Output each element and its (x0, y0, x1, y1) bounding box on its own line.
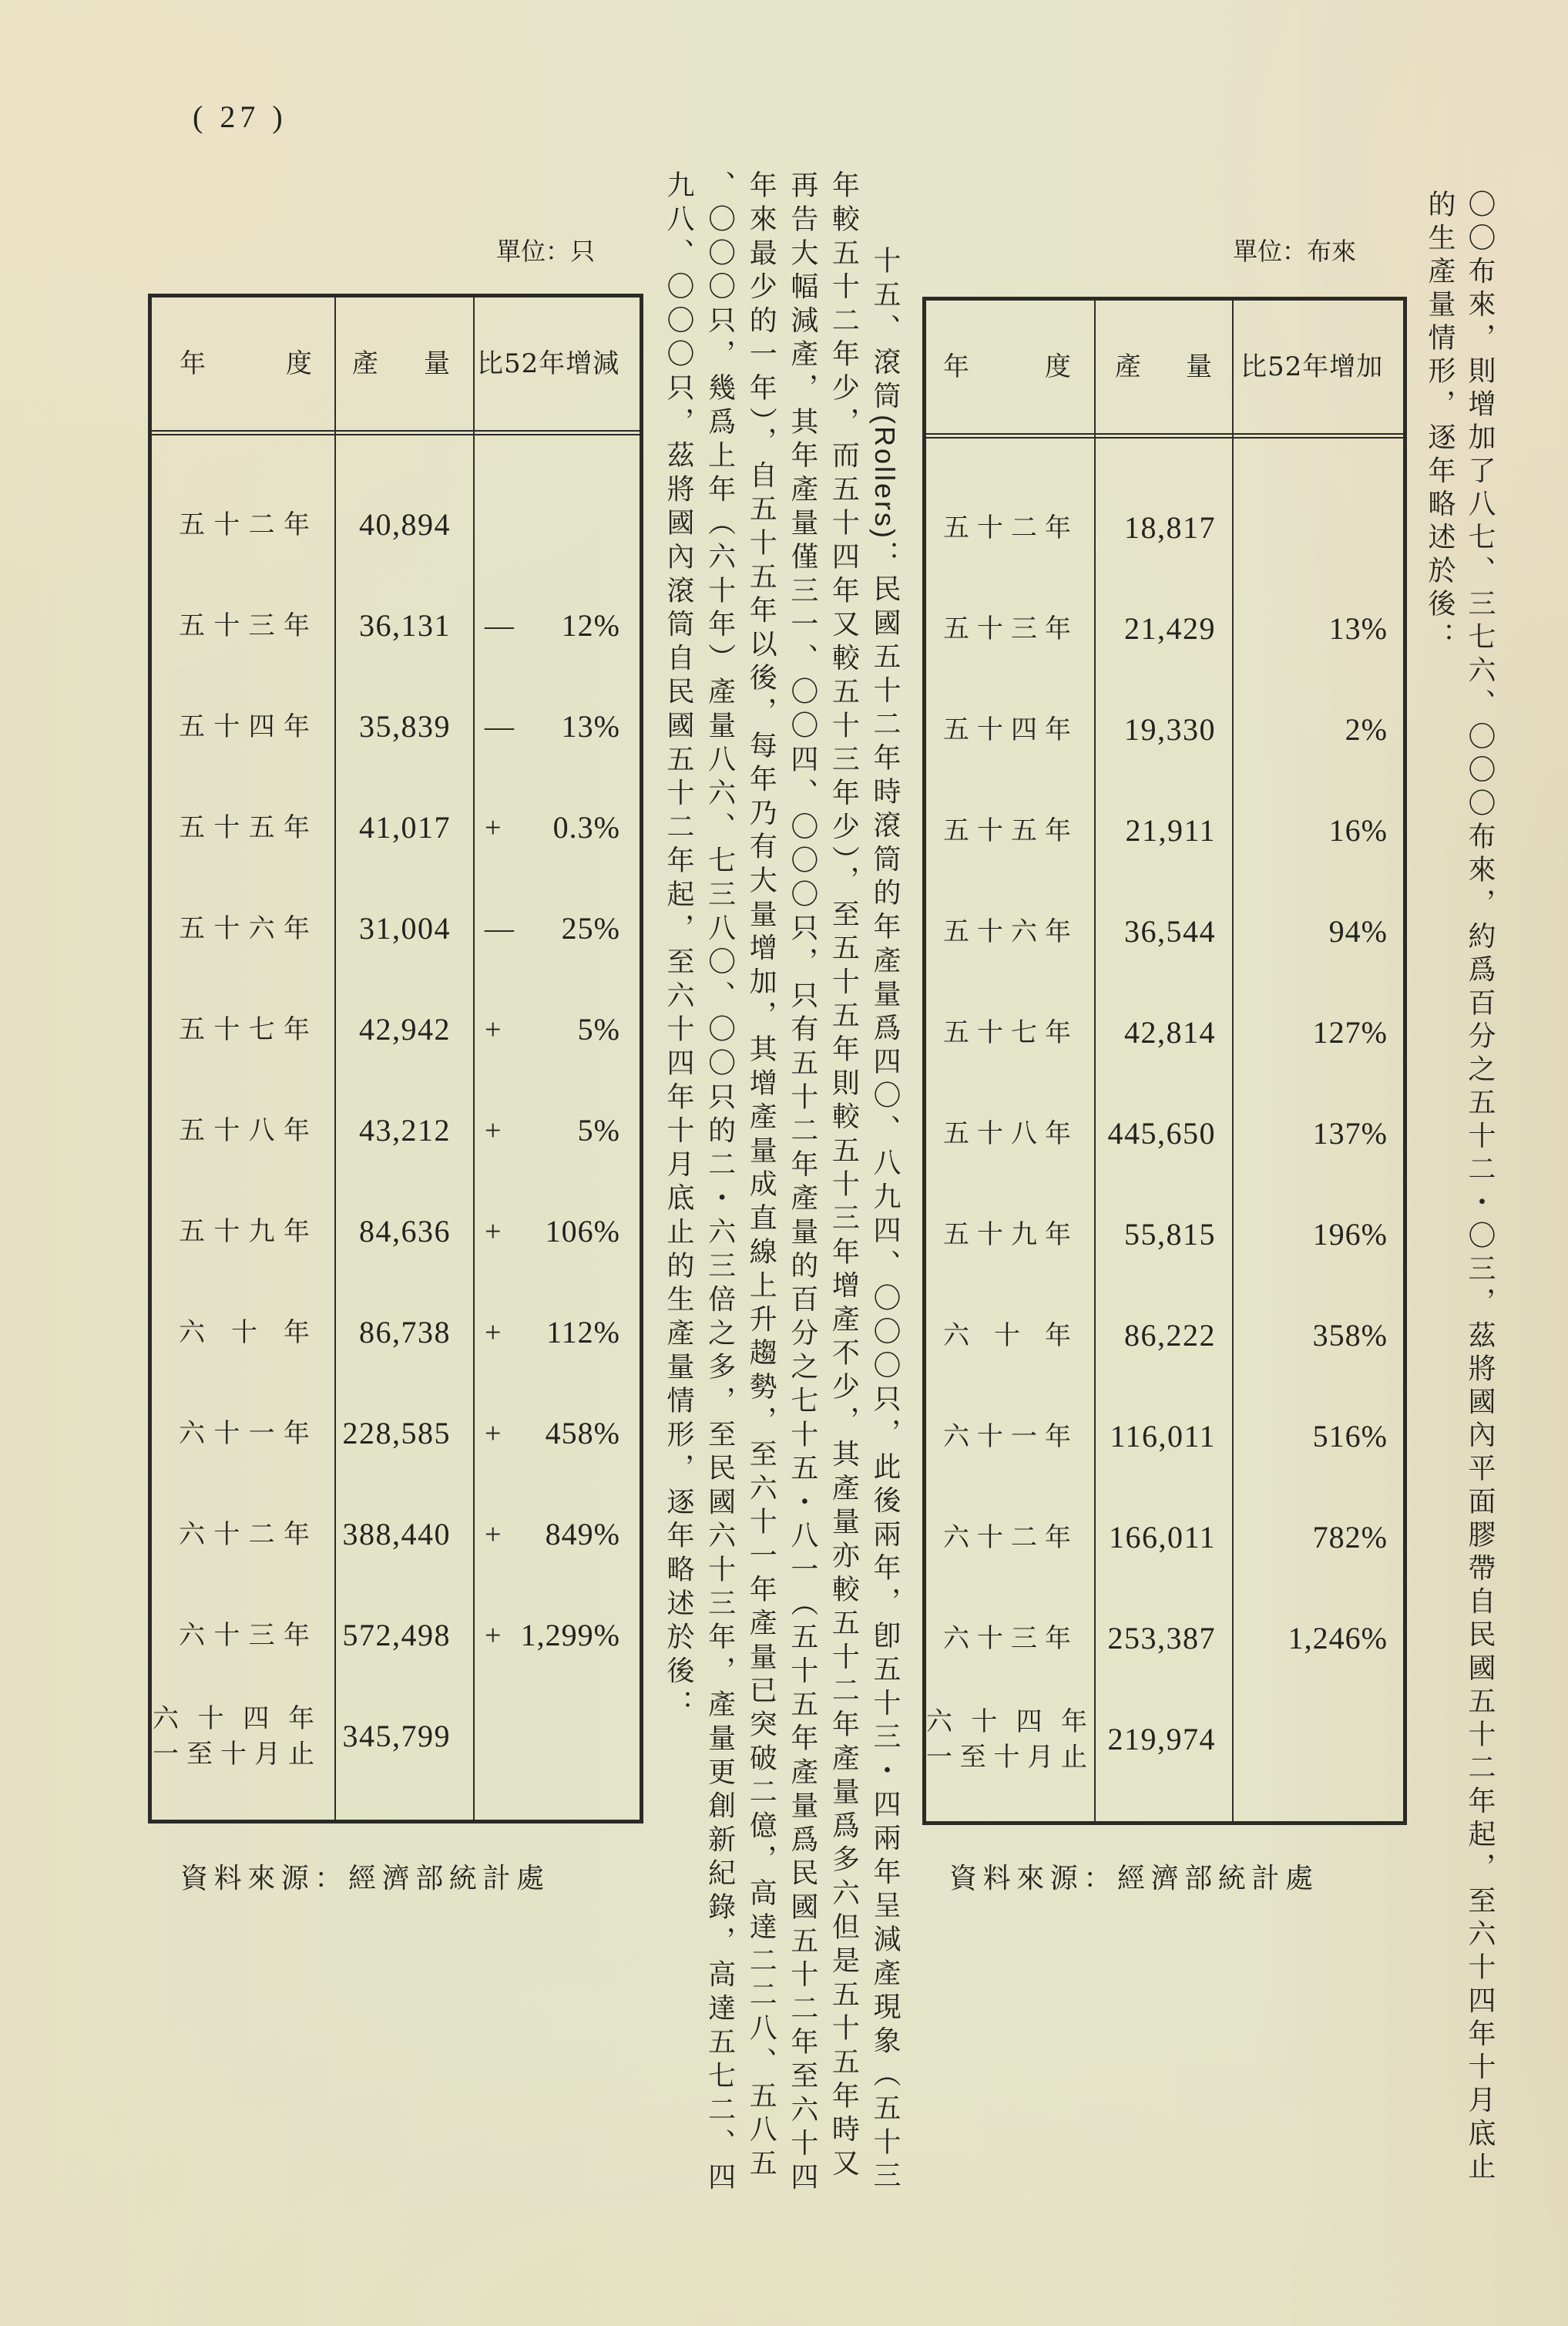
year-label: 六十年 (943, 1319, 1071, 1351)
change-percent: 127% (1312, 1014, 1388, 1050)
source-note-rollers: 資料來源：經濟部統計處 (180, 1863, 550, 1894)
change-percent: 458% (545, 1415, 620, 1450)
change-cell (475, 1517, 640, 1552)
year-cell (152, 913, 335, 944)
rollers-paragraph (657, 170, 905, 2205)
year-cell (152, 812, 335, 843)
year-cell (926, 1017, 1095, 1048)
output-value: 35,839 (359, 708, 451, 744)
table-row (926, 1386, 1403, 1487)
year-cell (926, 1421, 1095, 1452)
change-percent: 16% (1328, 812, 1388, 848)
output-cell (1095, 712, 1233, 748)
year-label-line2: 一至十月止 (153, 1738, 314, 1770)
change-sign: — (485, 912, 514, 945)
change-cell (475, 1214, 640, 1249)
year-label: 六十三年 (179, 1619, 310, 1651)
change-percent: 106% (545, 1213, 620, 1249)
column-divider (1232, 301, 1234, 1821)
year-cell (926, 513, 1095, 543)
year-label: 五十七年 (943, 1017, 1071, 1048)
table-header (152, 297, 640, 435)
header-output (335, 348, 475, 379)
change-sign: + (485, 1114, 502, 1147)
change-percent: 1,299% (520, 1617, 620, 1652)
header-change (1233, 351, 1403, 382)
output-value: 31,004 (359, 910, 451, 946)
year-cell (152, 1014, 335, 1045)
table-row (152, 1181, 640, 1282)
output-value: 219,974 (1107, 1721, 1216, 1756)
output-cell (335, 1719, 475, 1754)
year-label: 五十五年 (179, 812, 310, 843)
column-divider (1094, 301, 1096, 1821)
table-row (152, 878, 640, 979)
change-percent: 13% (561, 708, 620, 744)
year-label: 五十二年 (943, 512, 1071, 543)
header-change (475, 348, 640, 379)
year-label: 六十年 (179, 1316, 310, 1348)
output-cell (335, 1113, 475, 1148)
change-cell (1233, 1318, 1403, 1353)
output-value: 388,440 (342, 1516, 451, 1551)
table-header (926, 301, 1403, 439)
change-cell (475, 911, 640, 946)
change-percent: 196% (1312, 1216, 1388, 1252)
change-sign: + (485, 1417, 502, 1450)
table-row (926, 982, 1403, 1083)
change-percent: 137% (1312, 1115, 1388, 1151)
output-value: 445,650 (1107, 1115, 1216, 1151)
change-percent: 94% (1328, 913, 1388, 949)
output-value: 43,212 (359, 1112, 451, 1148)
output-cell (335, 1416, 475, 1451)
header-output-label: 產量 (352, 348, 450, 379)
header-output (1095, 351, 1233, 382)
table-row (926, 881, 1403, 982)
table-row (926, 1184, 1403, 1285)
year-label-line2: 一至十月止 (926, 1741, 1087, 1773)
year-label: 五十九年 (179, 1215, 310, 1247)
output-value: 36,131 (359, 607, 451, 643)
table-row (926, 1689, 1403, 1790)
change-percent: 5% (577, 1112, 620, 1148)
output-value: 36,544 (1124, 913, 1216, 949)
output-cell (1095, 510, 1233, 546)
change-percent: 1,246% (1288, 1620, 1388, 1655)
output-cell (1095, 1116, 1233, 1151)
output-cell (335, 608, 475, 644)
change-cell (475, 1315, 640, 1350)
page-number: ( 27 ) (193, 99, 287, 134)
year-cell (152, 1317, 335, 1348)
year-label: 六十一年 (943, 1420, 1071, 1452)
text-column: 年較五十二年少，而五十四年又較五十三年少），至五十五年則較五十三年增產不少，其產量亦較五十二年產量爲多六但是五十五年時又 (828, 170, 860, 2182)
output-cell (335, 1517, 475, 1552)
output-cell (335, 911, 475, 946)
year-cell (926, 815, 1095, 846)
change-percent: 782% (1312, 1519, 1388, 1555)
output-value: 42,942 (359, 1011, 451, 1047)
year-label: 六十二年 (943, 1521, 1071, 1553)
change-percent: 12% (561, 607, 620, 643)
header-year-label: 年度 (180, 348, 312, 379)
year-cell (152, 1620, 335, 1651)
change-percent: 516% (1312, 1418, 1388, 1454)
output-value: 116,011 (1110, 1418, 1216, 1454)
year-label: 五十四年 (179, 711, 310, 742)
output-value: 86,738 (359, 1314, 451, 1350)
year-cell (152, 1519, 335, 1550)
output-cell (335, 709, 475, 745)
header-change-label: 比52年增減 (477, 348, 620, 379)
change-percent: 5% (577, 1011, 620, 1047)
output-cell (1095, 813, 1233, 849)
text-column-body: ：民國五十二年時滾筒的年產量爲四〇、八九四、〇〇〇只，此後兩年，卽五十三・四兩年呈減產現象（五十三 (869, 540, 901, 2195)
output-cell (335, 1618, 475, 1653)
year-cell (152, 1216, 335, 1247)
text-column: 、〇〇〇只，幾爲上年（六十年）產量八六、七三八〇、〇〇只的二・六三倍之多，至民國六十三年，產量更創新紀錄，高達五七二、四 (703, 170, 736, 2196)
output-cell (1095, 1419, 1233, 1454)
output-cell (1095, 1318, 1233, 1353)
year-cell (926, 714, 1095, 745)
year-cell (152, 1418, 335, 1449)
table-body (926, 439, 1403, 1790)
change-cell (475, 1618, 640, 1653)
change-sign: + (485, 1518, 502, 1551)
year-label: 五十四年 (943, 714, 1071, 745)
change-cell (1233, 1419, 1403, 1454)
change-cell (475, 810, 640, 845)
output-value: 18,817 (1124, 509, 1216, 545)
change-sign: + (485, 1013, 502, 1046)
year-cell (926, 1623, 1095, 1654)
output-value: 19,330 (1124, 711, 1216, 747)
text-column: 年來最少的一年），自五十五年以後，每年乃有大量增加，其增產量成直線上升趨勢，至六十一年產量已突破二億，高達二二八、五八五 (745, 170, 777, 2182)
change-sign: + (485, 1618, 502, 1652)
year-cell (926, 613, 1095, 644)
table-row (926, 1285, 1403, 1386)
year-label: 六十一年 (179, 1417, 310, 1449)
change-percent: 112% (546, 1314, 620, 1350)
change-cell (475, 608, 640, 644)
output-value: 40,894 (359, 506, 451, 542)
year-label: 六十二年 (179, 1518, 310, 1550)
text-column: 〇〇布來，則增加了八七、三七六、〇〇〇布來，約爲百分之五十二・〇三，茲將國內平面膠帶自民國五十二年起，至六十四年十月底止 (1464, 190, 1496, 2185)
table-row (926, 1083, 1403, 1184)
year-label-line1: 六十四年 (153, 1702, 314, 1734)
change-sign: + (485, 1316, 502, 1349)
output-value: 84,636 (359, 1213, 451, 1249)
change-cell (475, 709, 640, 745)
table-row (152, 575, 640, 676)
table-row (152, 777, 640, 878)
output-value: 21,429 (1124, 610, 1216, 646)
output-value: 21,911 (1125, 812, 1216, 848)
output-cell (335, 1012, 475, 1047)
change-cell (475, 1012, 640, 1047)
section-english-name: (Rollers) (869, 415, 901, 541)
year-label: 六十三年 (943, 1622, 1071, 1654)
year-cell (152, 509, 335, 540)
year-label: 五十六年 (943, 916, 1071, 947)
output-cell (1095, 1621, 1233, 1656)
output-value: 572,498 (342, 1617, 451, 1652)
section-number: 十五、 (869, 246, 901, 348)
year-label: 五十五年 (943, 815, 1071, 846)
text-column (864, 170, 905, 2205)
rollers-production-table (148, 294, 643, 1823)
change-percent: 0.3% (552, 809, 620, 845)
table-row (926, 1588, 1403, 1689)
table-row (152, 1585, 640, 1686)
table-row (926, 1487, 1403, 1588)
year-cell (152, 711, 335, 742)
year-cell (926, 1219, 1095, 1250)
year-cell (926, 916, 1095, 947)
header-year (152, 348, 335, 379)
output-value: 41,017 (359, 809, 451, 845)
output-cell (1095, 1520, 1233, 1555)
change-sign: — (485, 710, 514, 743)
change-percent: 25% (561, 910, 620, 946)
year-label: 五十八年 (179, 1114, 310, 1146)
table-row (152, 1686, 640, 1787)
output-value: 55,815 (1124, 1216, 1216, 1252)
change-sign: — (485, 609, 514, 642)
output-value: 253,387 (1107, 1620, 1216, 1655)
header-change-label: 比52年增加 (1241, 351, 1384, 382)
output-value: 345,799 (342, 1718, 451, 1753)
change-cell (1233, 1520, 1403, 1555)
year-cell (926, 1118, 1095, 1149)
output-cell (1095, 914, 1233, 950)
output-cell (335, 507, 475, 543)
column-divider (334, 297, 336, 1820)
unit-label-flat-belt: 單位：布來 (1233, 237, 1357, 266)
header-year-label: 年度 (943, 351, 1071, 382)
column-divider (473, 297, 475, 1820)
change-cell (475, 1416, 640, 1451)
table-row (926, 578, 1403, 679)
year-cell (152, 610, 335, 641)
year-label: 五十七年 (179, 1013, 310, 1045)
table-row (152, 1484, 640, 1585)
year-label: 五十八年 (943, 1118, 1071, 1149)
output-value: 228,585 (342, 1415, 451, 1450)
year-label: 五十三年 (179, 610, 310, 641)
header-output-label: 產量 (1115, 351, 1212, 382)
source-note-flat-belt: 資料來源：經濟部統計處 (949, 1863, 1319, 1894)
year-cell (926, 1522, 1095, 1553)
change-cell (1233, 1217, 1403, 1252)
output-cell (335, 1214, 475, 1249)
year-label: 五十三年 (943, 613, 1071, 644)
change-cell (1233, 712, 1403, 748)
table-row (926, 679, 1403, 780)
year-cell (926, 1704, 1095, 1775)
table-row (926, 477, 1403, 578)
text-column: 的生產量情形，逐年略述於後： (1424, 190, 1456, 656)
change-percent: 358% (1312, 1317, 1388, 1353)
output-value: 166,011 (1108, 1519, 1216, 1555)
change-percent: 2% (1345, 711, 1388, 747)
change-cell (1233, 813, 1403, 849)
output-cell (1095, 611, 1233, 647)
table-row (152, 474, 640, 575)
year-cell (926, 1320, 1095, 1351)
year-label-line1: 六十四年 (926, 1706, 1087, 1737)
change-cell (1233, 1621, 1403, 1656)
output-cell (1095, 1722, 1233, 1757)
year-label: 五十九年 (943, 1218, 1071, 1250)
table-row (152, 1282, 640, 1383)
change-sign: + (485, 811, 502, 844)
change-cell (1233, 914, 1403, 950)
table-row (152, 1080, 640, 1181)
output-value: 86,222 (1124, 1317, 1216, 1353)
flat-belt-production-table (922, 297, 1407, 1825)
output-cell (1095, 1217, 1233, 1252)
table-row (926, 780, 1403, 881)
output-cell (335, 1315, 475, 1350)
change-cell (1233, 611, 1403, 647)
text-column: 再告大幅減產，其年產量僅三一、〇〇四、〇〇〇只，只有五十二年產量的百分之七十五・八一（五十五年產量爲民國五十二年至六十四 (786, 170, 818, 2196)
header-year (926, 351, 1095, 382)
change-cell (1233, 1015, 1403, 1050)
table-row (152, 676, 640, 777)
year-cell (152, 1701, 335, 1772)
year-label: 五十二年 (179, 509, 310, 540)
table-body (152, 435, 640, 1787)
change-percent: 13% (1328, 610, 1388, 646)
table-row (152, 1383, 640, 1484)
year-cell (152, 1115, 335, 1146)
change-percent: 849% (545, 1516, 620, 1551)
flat-belt-paragraph (1419, 190, 1499, 2193)
change-cell (1233, 1116, 1403, 1151)
output-cell (1095, 1015, 1233, 1050)
output-cell (335, 810, 475, 845)
year-label: 五十六年 (179, 913, 310, 944)
table-row (152, 979, 640, 1080)
text-column: 九八、〇〇〇只，茲將國內滾筒自民國五十二年起，至六十四年十月底止的生產量情形，逐年略述於後： (663, 170, 695, 1723)
unit-label-rollers: 單位：只 (496, 237, 596, 266)
change-cell (475, 1113, 640, 1148)
output-value: 42,814 (1124, 1014, 1216, 1050)
section-name: 滾筒 (869, 347, 901, 415)
change-sign: + (485, 1215, 502, 1248)
